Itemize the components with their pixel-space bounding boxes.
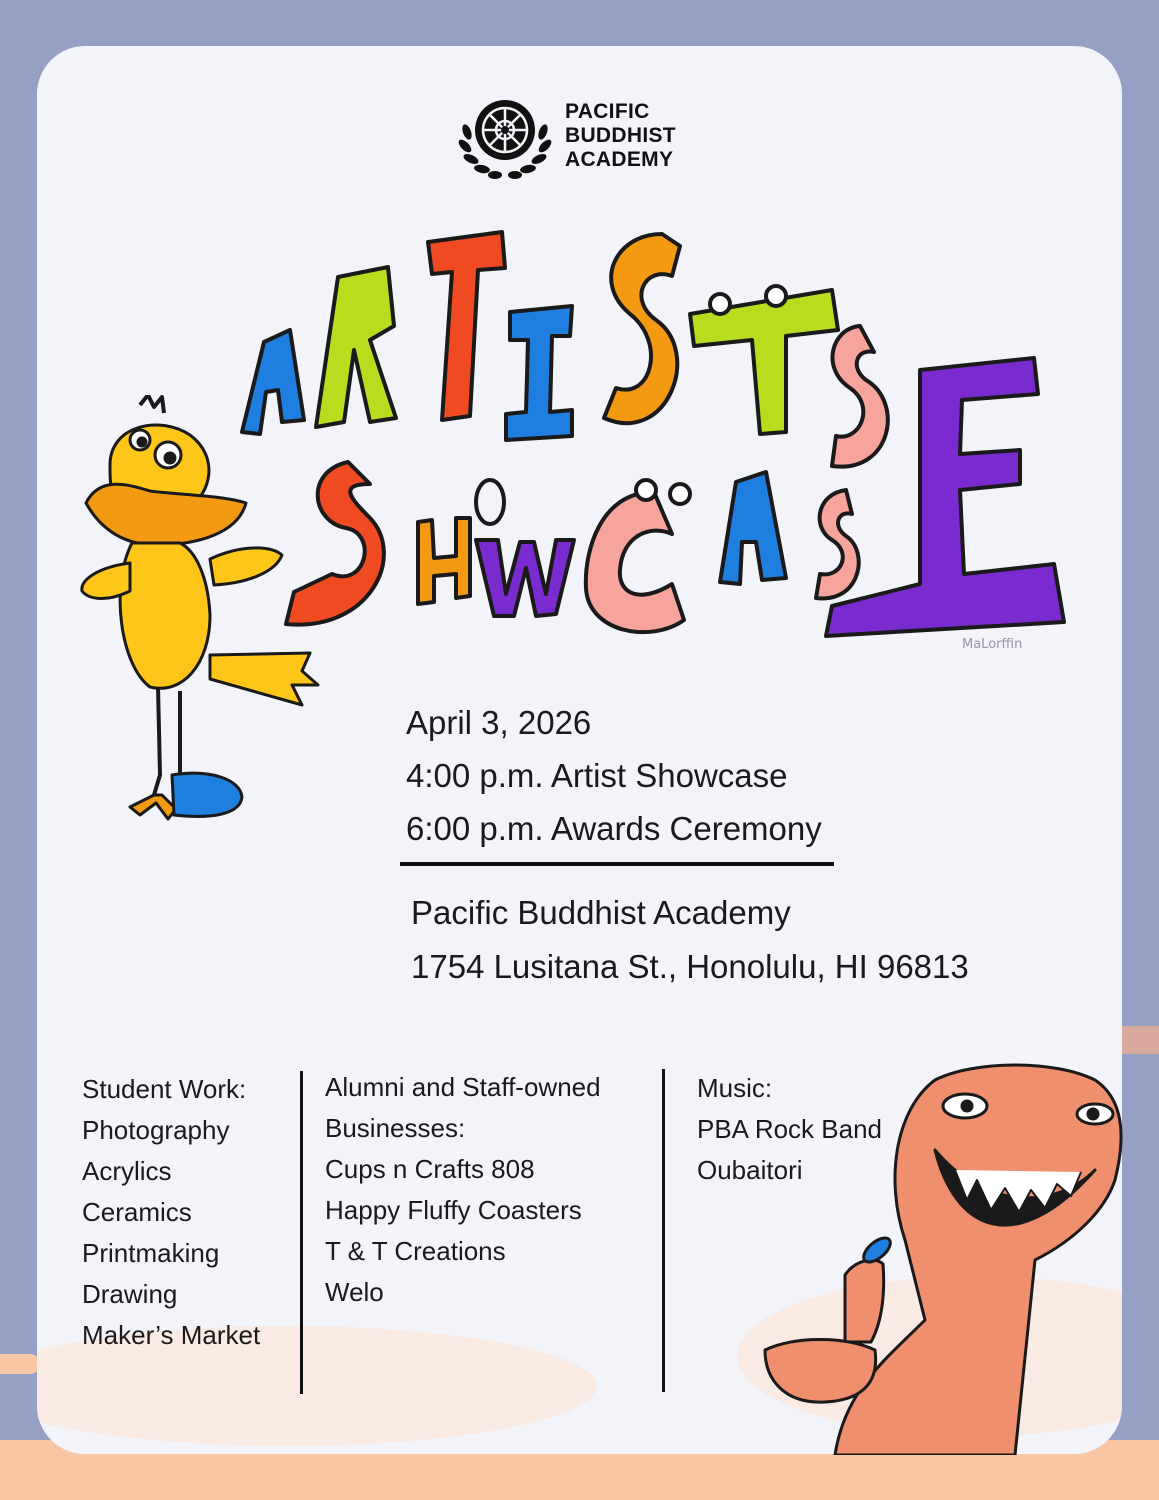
section-divider (400, 862, 834, 866)
list-item: Ceramics (82, 1197, 192, 1227)
title-letter-a2 (720, 472, 786, 584)
businesses-heading-line-1: Alumni and Staff-owned (325, 1072, 601, 1102)
event-showcase-time: 4:00 p.m. Artist Showcase (406, 757, 788, 794)
businesses-heading-line-2: Businesses: (325, 1113, 466, 1143)
list-item: Maker’s Market (82, 1320, 261, 1350)
title-letter-h (418, 518, 470, 604)
list-item: Photography (82, 1115, 230, 1145)
list-item: PBA Rock Band (697, 1114, 882, 1144)
logo-line-2: BUDDHIST (565, 124, 676, 147)
list-item: Printmaking (82, 1238, 220, 1268)
logo-line-1: PACIFIC (565, 100, 650, 123)
title-letter-o (476, 480, 504, 524)
column-divider-2 (662, 1069, 665, 1392)
title-letter-s1 (604, 234, 680, 423)
left-accent-band (0, 1354, 40, 1374)
list-item: Drawing (82, 1279, 178, 1309)
list-item: Oubaitori (697, 1155, 803, 1185)
yellow-bird-drawing (70, 395, 330, 835)
event-awards-time: 6:00 p.m. Awards Ceremony (406, 810, 822, 847)
logo-line-3: ACADEMY (565, 148, 674, 171)
dharma-wheel-icon (455, 90, 555, 182)
list-item: Welo (325, 1277, 384, 1307)
venue-address: 1754 Lusitana St., Honolulu, HI 96813 (411, 948, 969, 985)
venue-name: Pacific Buddhist Academy (411, 894, 791, 931)
list-item: Acrylics (82, 1156, 172, 1186)
title-letter-c (586, 492, 684, 632)
title-letter-s2 (832, 326, 888, 467)
title-letter-s4 (816, 490, 859, 598)
businesses-column (325, 1067, 601, 1313)
title-letter-t1 (428, 232, 505, 420)
artist-signature: MaLorffin (962, 637, 1023, 652)
artist-showcase-title-art (220, 222, 1080, 692)
title-letter-w (476, 540, 574, 616)
student-work-heading: Student Work: (82, 1074, 247, 1104)
logo-wordmark (565, 100, 676, 172)
title-letter-i (506, 306, 572, 440)
pba-logo (455, 90, 676, 182)
list-item: Happy Fluffy Coasters (325, 1195, 582, 1225)
event-date: April 3, 2026 (406, 704, 592, 741)
column-divider-1 (300, 1071, 303, 1394)
list-item: Cups n Crafts 808 (325, 1154, 535, 1184)
music-heading: Music: (697, 1073, 773, 1103)
event-details (406, 696, 822, 855)
student-work-column (82, 1069, 260, 1356)
venue-details (411, 886, 969, 994)
grinning-creature-drawing (755, 1060, 1125, 1455)
list-item: T & T Creations (325, 1236, 506, 1266)
